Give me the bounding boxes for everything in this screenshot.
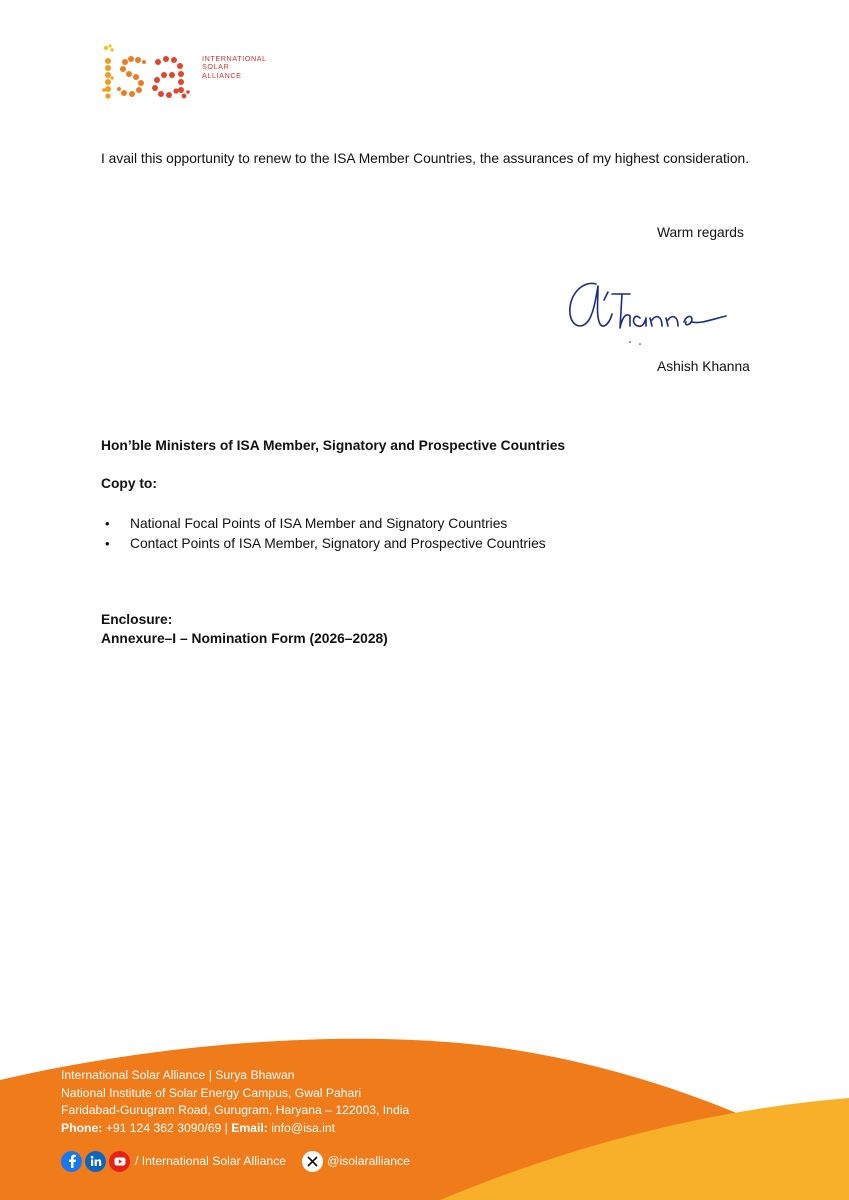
enclosure-label: Enclosure: [101, 612, 173, 627]
enclosure-block [101, 610, 388, 648]
facebook-icon[interactable] [61, 1151, 82, 1172]
signature [560, 272, 740, 350]
logo-i [102, 58, 113, 99]
footer-social [61, 1150, 410, 1172]
logo-a [152, 56, 190, 98]
footer-contact: Phone: +91 124 362 3090/69 | Email: info@isa.int [61, 1120, 336, 1135]
youtube-icon[interactable] [109, 1151, 130, 1172]
footer-line: National Institute of Solar Energy Campus, Gwal Pahari [61, 1085, 362, 1100]
list-item: • Contact Points of ISA Member, Signatory and Prospective Countries [101, 534, 546, 554]
email-link[interactable]: info@isa.int [271, 1120, 336, 1135]
closing-salutation: Warm regards [657, 225, 744, 240]
footer-line: Faridabad-Gurugram Road, Gurugram, Haryana – 122003, India [61, 1103, 410, 1117]
social-org-label: / International Solar Alliance [135, 1154, 287, 1168]
logo-s [117, 56, 146, 97]
x-handle[interactable]: @isolaralliance [327, 1154, 410, 1168]
footer-address [61, 1067, 409, 1137]
linkedin-icon[interactable] [85, 1151, 106, 1172]
footer-line: International Solar Alliance | Surya Bhawan [61, 1068, 295, 1082]
enclosure-item: Annexure–I – Nomination Form (2026–2028) [101, 631, 388, 646]
addressee: Hon’ble Ministers of ISA Member, Signatory and Prospective Countries [101, 438, 566, 453]
list-item: • National Focal Points of ISA Member and Signatory Countries [101, 514, 546, 534]
copy-to-label: Copy to: [101, 476, 157, 491]
x-icon[interactable] [302, 1151, 323, 1172]
logo-org-name: INTERNATIONAL SOLAR ALLIANCE [202, 54, 267, 80]
closing-paragraph: I avail this opportunity to renew to the ISA Member Countries, the assurances of my highest consideration. [101, 151, 750, 166]
copy-to-list [101, 514, 546, 554]
signatory-name: Ashish Khanna [657, 359, 750, 374]
